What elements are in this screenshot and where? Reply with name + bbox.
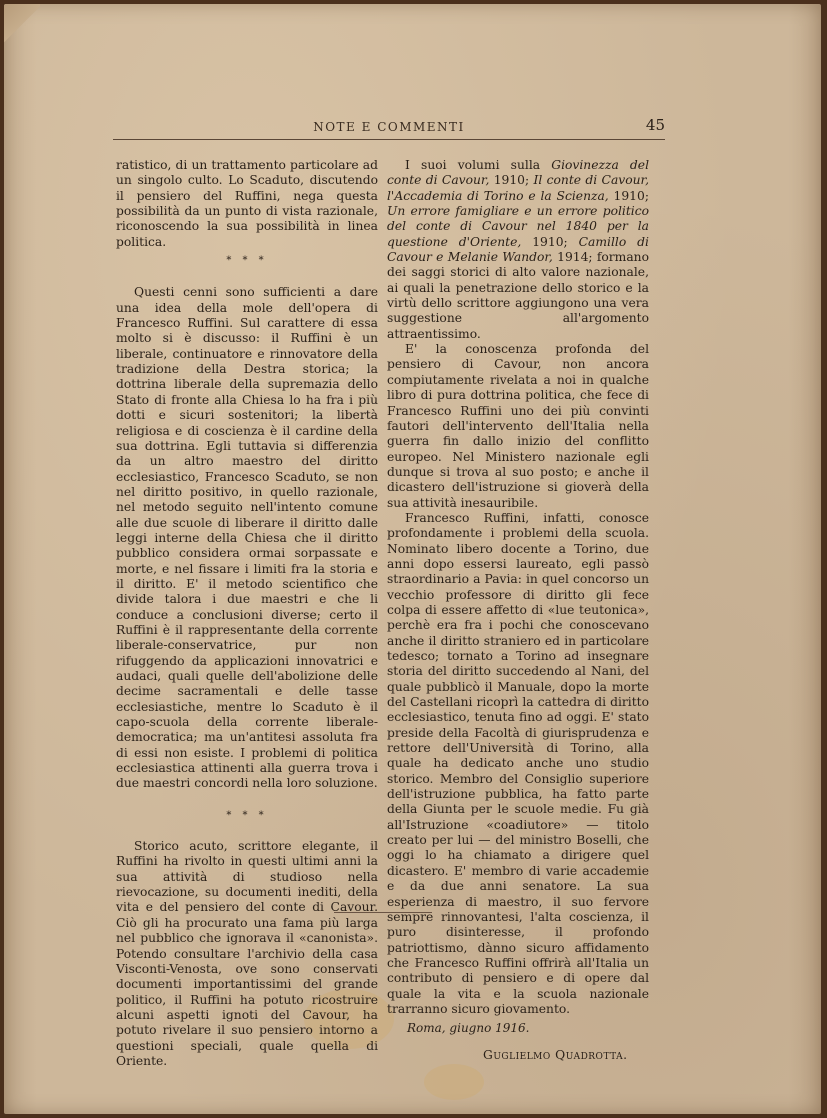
paragraph: Francesco Ruffini, infatti, conosce profondamente i problemi della scuola. Nominato libero docente a Torino, due anni dopo essersi laureato, egli passò straordinario a Pavia: in quel concorso un vecchio professore di diritto gli fece colpa di essere affetto di «lue teutonica», perchè era fra i pochi che conoscevano anche il diritto straniero ed in particolare tedesco; tornato a Torino ad insegnare storia del diritto succedendo al Nani, del quale pubblicò il Manuale, dopo la morte del Castellani ricoprì la cattedra di diritto ecclesiastico, tenuta fino ad oggi. E' stato preside della Facoltà di giurisprudenza e rettore dell'Università di Torino, alla quale ha dedicato anche uno studio storico. Membro del Consiglio superiore dell'istruzione pubblica, ha fatto parte della Giunta per le scuole medie. Fu già all'Istruzione «coadiutore» — titolo creato per lui — del ministro Boselli, che oggi lo ha chiamato a dirigere quel dicastero. E' membro di varie accademie e da due anni senatore. La sua esperienza di maestro, il suo fervore sempre rinnovantesi, l'alta coscienza, il puro disinteresse, il profondo patriottismo, dànno sicuro affidamento che Francesco Ruffini offrirà all'Italia un contributo di pensiero e di opere dal quale la vita e la scuola nazionale trarranno sicuro giovamento. <box>387 510 649 1016</box>
paragraph <box>387 158 649 342</box>
text-run: 1910; <box>493 173 530 188</box>
author-signature: Guglielmo Quadrotta. <box>483 1047 628 1062</box>
text-run: 1910; <box>613 188 649 203</box>
left-column <box>116 158 378 1069</box>
paragraph: Questi cenni sono sufficienti a dare una idea della mole dell'opera di Francesco Ruffini. Sul carattere di essa molto si è discusso: il Ruffini è un liberale, continuatore e rinnovatore della tradizione della Destra storica; la dottrina liberale della supremazia dello Stato di fronte alla Chiesa lo ha fra i più dotti e sicuri sostenitori; la libertà religiosa e di coscienza è il cardine della sua dottrina. Egli tuttavia si differenzia da un altro maestro del diritto ecclesiastico, Francesco Scaduto, se non nel diritto positivo, in quello razionale, nel metodo seguito nell'intento comune alle due scuole di liberare il diritto dalle leggi interne della Chiesa che il diritto pubblico considera ormai sorpassate e morte, e nel fissare i limiti fra la storia e il diritto. E' il metodo scientifico che divide talora i due maestri e che li conduce a conclusioni diverse; certo il Ruffini è il rappresentante della corrente liberale-conservatrice, pur non rifuggendo da applicazioni innovatrici e audaci, quali quelle dell'abolizione delle decime sacramentali e delle tasse ecclesiastiche, mentre lo Scaduto è il capo-scuola della corrente liberale-democratica; ma un'antitesi assoluta fra di essi non esiste. I problemi di politica ecclesiastica attinenti alla guerra trova i due maestri concordi nella loro soluzione. <box>116 285 378 791</box>
text-run: 1914; formano dei saggi storici di alto valore nazionale, ai quali la penetrazione dello storico e la virtù dello scrittore aggiungono una vera suggestione all'argomento attraentissimo. <box>387 250 649 341</box>
paragraph: ratistico, di un trattamento particolare ad un singolo culto. Lo Scaduto, discutendo il pensiero del Ruffini, nega questa possibilità da un punto di vista razionale, riconoscendo la sua possibilità in linea politica. <box>116 158 378 249</box>
text-run: I suoi volumi sulla <box>405 158 541 172</box>
page-header <box>113 115 665 140</box>
book-title: Il conte di Cavour, l'Accademia di Torino e la Scienza, <box>387 173 649 203</box>
page-corner-fold <box>4 4 40 44</box>
dateline: Roma, giugno 1916. <box>407 1021 530 1036</box>
right-column <box>387 158 649 1063</box>
paragraph: Storico acuto, scrittore elegante, il Ruffini ha rivolto in questi ultimi anni la sua attività di studioso nella rievocazione, su documenti inediti, della vita e del pensiero del conte di Cavour. Ciò gli ha procurato una fama più larga nel pubblico che ignorava il «canonista». Potendo consultare l'archivio della casa Visconti-Venosta, ove sono conservati documenti importantissimi del grande politico, il Ruffini ha potuto ricostruire alcuni aspetti ignoti del Cavour, ha potuto rivelare il suo pensiero intorno a questioni speciali, quale quella di Oriente. <box>116 839 378 1068</box>
text-run: 1910; <box>532 234 568 249</box>
paper-stain <box>424 1064 484 1100</box>
page-number: 45 <box>645 116 665 134</box>
section-separator: * * * <box>226 809 268 821</box>
book-title: Camillo di Cavour e Melanie Wandor, <box>387 234 649 265</box>
book-title: Un errore famigliare e un errore politico del conte di Cavour nel 1840 per la questione d'Oriente, <box>387 204 649 249</box>
paragraph: E' la conoscenza profonda del pensiero di Cavour, non ancora compiutamente rivelata a noi in qualche libro di pura dottrina politica, che fece di Francesco Ruffini uno dei più convinti fautori dell'intervento dell'Italia nella guerra fin dallo inizio del conflitto europeo. Nel Ministero nazionale egli dunque si trova al suo posto; e anche il dicastero dell'istruzione si gioverà della sua attività inesauribile. <box>387 342 649 510</box>
book-title: Giovinezza del conte di Cavour, <box>387 158 650 188</box>
running-title: NOTE E COMMENTI <box>313 120 465 134</box>
end-rule <box>334 912 432 913</box>
section-separator: * * * <box>226 255 268 267</box>
